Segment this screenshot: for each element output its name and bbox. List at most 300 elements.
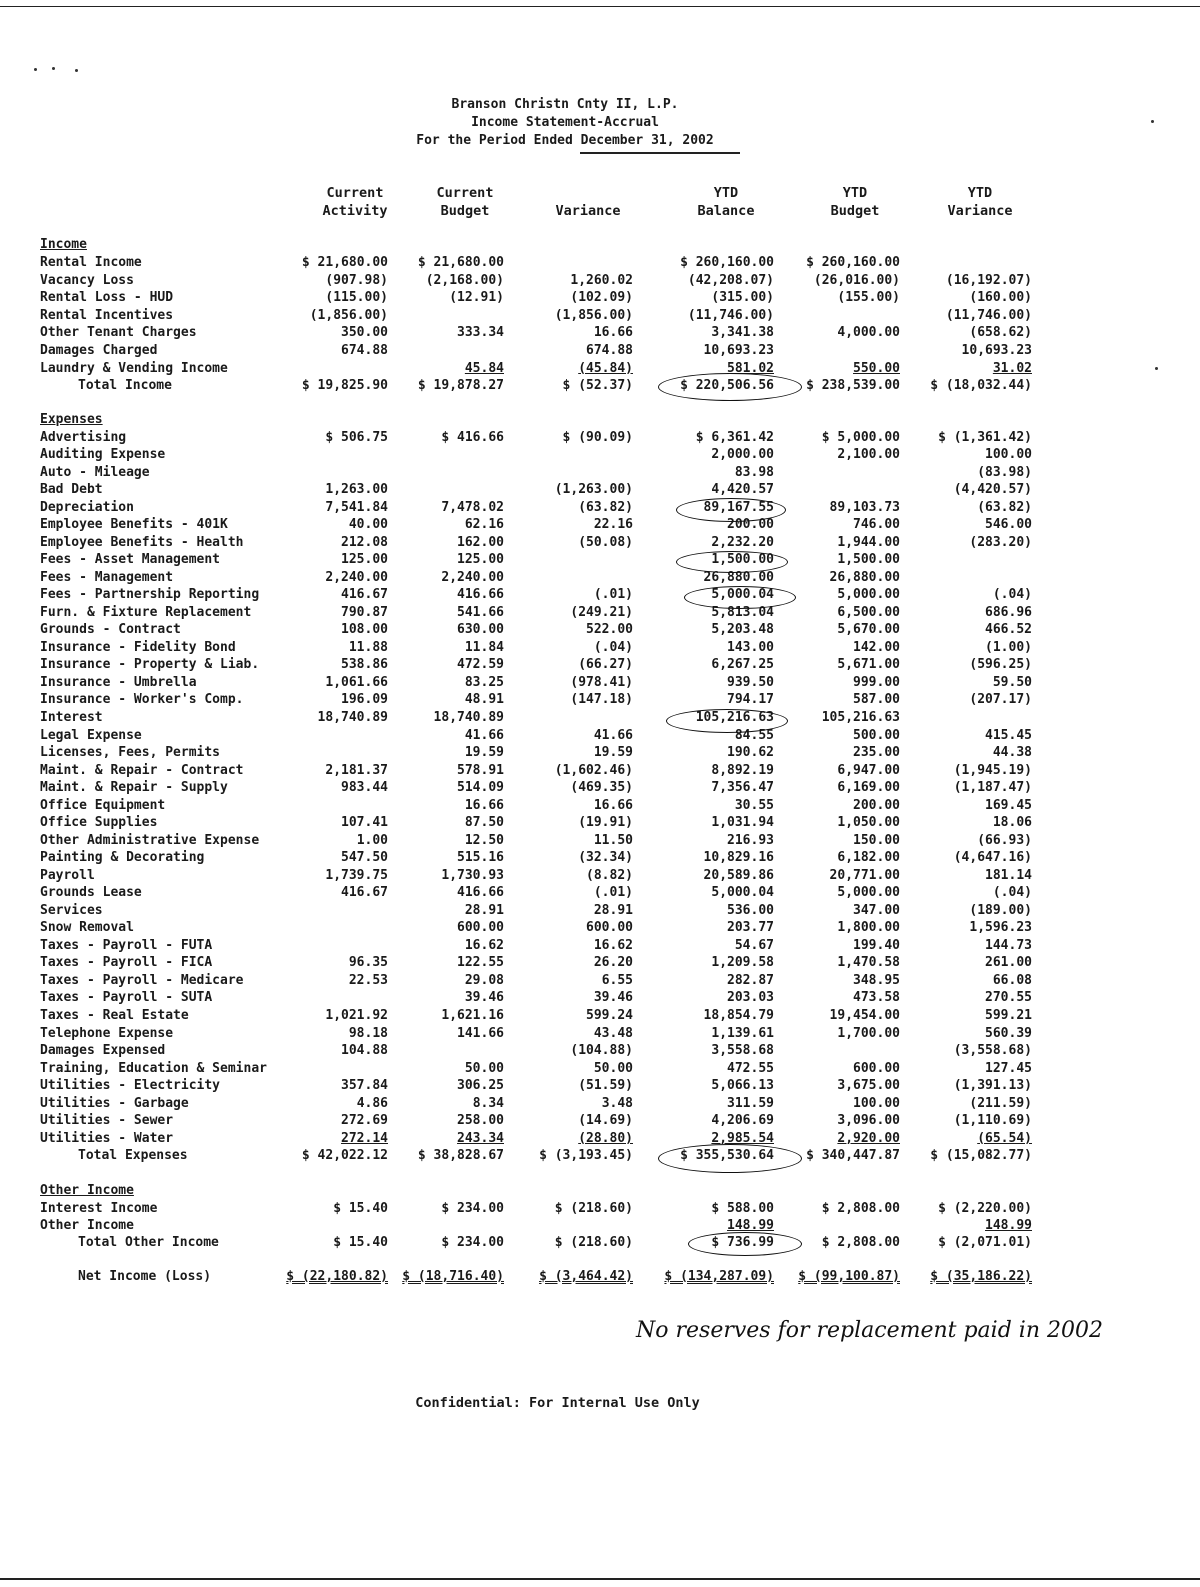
- cell-value: 98.18: [348, 1025, 388, 1041]
- statement-header: [0, 96, 1130, 150]
- cell-value: 11.88: [348, 639, 388, 655]
- cell-value: 272.69: [341, 1113, 388, 1129]
- cell-value: (66.27): [578, 657, 633, 673]
- column-header: [920, 184, 1040, 220]
- row-label: Fees - Asset Management: [40, 552, 221, 568]
- cell-value: 272.14: [341, 1130, 388, 1146]
- period-underline: [580, 152, 740, 154]
- cell-value: 1,596.23: [969, 920, 1032, 936]
- cell-value: 473.58: [853, 990, 900, 1006]
- cell-value: $ 19,825.90: [301, 378, 388, 394]
- row-label: Maint. & Repair - Supply: [40, 780, 228, 796]
- cell-value: $ 220,506.56: [680, 378, 774, 394]
- cell-value: 3.48: [601, 1095, 633, 1111]
- cell-value: 578.91: [457, 762, 504, 778]
- cell-value: 16.62: [464, 937, 504, 953]
- cell-value: 19.59: [464, 745, 504, 761]
- row-label: Damages Expensed: [40, 1043, 166, 1059]
- cell-value: 1,209.58: [711, 955, 774, 971]
- row-label: Rental Incentives: [40, 307, 174, 323]
- cell-value: 546.00: [985, 517, 1032, 533]
- cell-value: 39.46: [593, 990, 633, 1006]
- column-header-line1: Current: [436, 185, 494, 201]
- column-header-line1: YTD: [842, 185, 868, 201]
- cell-value: 127.45: [985, 1060, 1032, 1076]
- cell-value: 547.50: [341, 850, 388, 866]
- cell-value: $ 340,447.87: [806, 1148, 900, 1164]
- cell-value: 472.59: [457, 657, 504, 673]
- row-label: Bad Debt: [40, 482, 103, 498]
- table-row: [0, 884, 1200, 902]
- cell-value: (4,647.16): [953, 850, 1032, 866]
- cell-value: 26,880.00: [703, 569, 774, 585]
- cell-value: 96.35: [348, 955, 388, 971]
- row-label: Vacancy Loss: [40, 272, 134, 288]
- company-name: Branson Christn Cnty II, L.P.: [451, 97, 679, 112]
- cell-value: 45.84: [464, 360, 504, 376]
- table-row: [0, 360, 1200, 378]
- cell-value: 26.20: [593, 955, 633, 971]
- cell-value: $ (3,193.45): [539, 1148, 633, 1164]
- scan-speck: [75, 69, 78, 72]
- row-label: Office Supplies: [40, 815, 158, 831]
- cell-value: (26,016.00): [813, 272, 900, 288]
- cell-value: 18.06: [992, 815, 1032, 831]
- cell-value: $ (99,100.87): [798, 1269, 900, 1284]
- cell-value: 66.08: [992, 972, 1032, 988]
- cell-value: 333.34: [457, 325, 504, 341]
- row-label: Taxes - Payroll - FUTA: [40, 937, 213, 953]
- row-label: Auditing Expense: [40, 447, 166, 463]
- cell-value: (8.82): [586, 867, 633, 883]
- cell-value: 415.45: [985, 727, 1032, 743]
- table-row: [0, 604, 1200, 622]
- row-label: Rental Loss - HUD: [40, 290, 174, 306]
- cell-value: 466.52: [985, 622, 1032, 638]
- cell-value: $ 6,361.42: [695, 429, 774, 445]
- cell-value: (83.98): [977, 464, 1032, 480]
- table-row: [0, 586, 1200, 604]
- cell-value: (1,263.00): [554, 482, 633, 498]
- table-row: [0, 464, 1200, 482]
- row-label: Legal Expense: [40, 727, 142, 743]
- cell-value: (1,856.00): [309, 307, 388, 323]
- total-row: [0, 1268, 1200, 1286]
- cell-value: 1,470.58: [837, 955, 900, 971]
- cell-value: $ 736.99: [711, 1235, 774, 1250]
- table-row: [0, 797, 1200, 815]
- cell-value: 2,985.54: [711, 1130, 774, 1146]
- cell-value: 1,021.92: [325, 1007, 388, 1023]
- cell-value: 3,558.68: [711, 1043, 774, 1059]
- row-label: Maint. & Repair - Contract: [40, 762, 244, 778]
- cell-value: 5,000.00: [837, 587, 900, 603]
- cell-value: $ 15.40: [333, 1201, 388, 1216]
- cell-value: $ 42,022.12: [301, 1148, 388, 1164]
- row-label: Painting & Decorating: [40, 850, 205, 866]
- cell-value: 1,944.00: [837, 534, 900, 550]
- table-row: [0, 762, 1200, 780]
- row-label: Insurance - Umbrella: [40, 674, 197, 690]
- table-row: [0, 744, 1200, 762]
- cell-value: $ 21,680.00: [301, 255, 388, 270]
- cell-value: 40.00: [348, 517, 388, 533]
- table-row: [0, 481, 1200, 499]
- table-row: [0, 1217, 1200, 1235]
- row-label: Other Tenant Charges: [40, 325, 197, 341]
- cell-value: (12.91): [449, 290, 504, 306]
- row-label: Other Administrative Expense: [40, 832, 260, 848]
- row-label: Training, Education & Seminar: [40, 1060, 267, 1076]
- cell-value: 261.00: [985, 955, 1032, 971]
- cell-value: 1,730.93: [441, 867, 504, 883]
- income-section-label: Income: [40, 237, 87, 252]
- column-header-line2: Budget: [440, 203, 490, 219]
- table-row: [0, 779, 1200, 797]
- cell-value: $ 238,539.00: [806, 378, 900, 394]
- table-row: [0, 1112, 1200, 1130]
- table-row: [0, 1095, 1200, 1113]
- cell-value: 416.67: [341, 885, 388, 901]
- cell-value: 4,000.00: [837, 325, 900, 341]
- row-label: Office Equipment: [40, 797, 166, 813]
- column-header-line1: YTD: [967, 185, 993, 201]
- table-row: [0, 989, 1200, 1007]
- cell-value: 104.88: [341, 1043, 388, 1059]
- cell-value: (155.00): [837, 290, 900, 306]
- table-row: [0, 1025, 1200, 1043]
- cell-value: 6,500.00: [837, 604, 900, 620]
- cell-value: (104.88): [570, 1043, 633, 1059]
- cell-value: 790.87: [341, 604, 388, 620]
- row-label: Total Other Income: [78, 1235, 219, 1250]
- table-row: [0, 972, 1200, 990]
- row-label: Total Income: [78, 378, 172, 394]
- cell-value: 999.00: [853, 674, 900, 690]
- row-label: Telephone Expense: [40, 1025, 174, 1041]
- cell-value: (.04): [992, 587, 1032, 603]
- cell-value: 2,240.00: [325, 569, 388, 585]
- cell-value: $ (134,287.09): [664, 1269, 774, 1284]
- cell-value: 44.38: [992, 745, 1032, 761]
- cell-value: 235.00: [853, 745, 900, 761]
- cell-value: $ (218.60): [554, 1201, 633, 1216]
- cell-value: 5,000.00: [837, 885, 900, 901]
- cell-value: 10,829.16: [703, 850, 774, 866]
- other-income-section-label: Other Income: [40, 1183, 134, 1198]
- table-row: [0, 691, 1200, 709]
- table-row: [0, 814, 1200, 832]
- cell-value: 20,589.86: [703, 867, 774, 883]
- column-header-line2: Balance: [697, 203, 755, 219]
- cell-value: 686.96: [985, 604, 1032, 620]
- row-label: Insurance - Fidelity Bond: [40, 639, 236, 655]
- column-header: [666, 184, 786, 220]
- cell-value: 1,061.66: [325, 674, 388, 690]
- handwritten-note: No reserves for replacement paid in 2002: [636, 1318, 1103, 1343]
- cell-value: 5,670.00: [837, 622, 900, 638]
- cell-value: 89,103.73: [829, 499, 900, 515]
- cell-value: 243.34: [457, 1130, 504, 1146]
- cell-value: 89,167.55: [703, 499, 774, 515]
- cell-value: 270.55: [985, 990, 1032, 1006]
- cell-value: 5,066.13: [711, 1078, 774, 1094]
- table-row: [0, 446, 1200, 464]
- cell-value: 216.93: [727, 832, 774, 848]
- expenses-section-label: Expenses: [40, 412, 103, 427]
- cell-value: 6,267.25: [711, 657, 774, 673]
- cell-value: 83.25: [464, 674, 504, 690]
- cell-value: 599.21: [985, 1007, 1032, 1023]
- cell-value: 169.45: [985, 797, 1032, 813]
- cell-value: 203.77: [727, 920, 774, 936]
- cell-value: 50.00: [593, 1060, 633, 1076]
- cell-value: $ 234.00: [441, 1235, 504, 1250]
- row-label: Utilities - Electricity: [40, 1078, 221, 1094]
- cell-value: 500.00: [853, 727, 900, 743]
- cell-value: 1,050.00: [837, 815, 900, 831]
- row-label: Utilities - Sewer: [40, 1113, 174, 1129]
- cell-value: (907.98): [325, 272, 388, 288]
- cell-value: 2,181.37: [325, 762, 388, 778]
- cell-value: $ 21,680.00: [417, 255, 504, 270]
- cell-value: (65.54): [977, 1130, 1032, 1146]
- cell-value: 181.14: [985, 867, 1032, 883]
- cell-value: 100.00: [853, 1095, 900, 1111]
- cell-value: (1,945.19): [953, 762, 1032, 778]
- row-label: Services: [40, 902, 103, 918]
- cell-value: (51.59): [578, 1078, 633, 1094]
- cell-value: $ 15.40: [333, 1235, 388, 1250]
- cell-value: 7,478.02: [441, 499, 504, 515]
- cell-value: (1,602.46): [554, 762, 633, 778]
- cell-value: 515.16: [457, 850, 504, 866]
- cell-value: 416.66: [457, 587, 504, 603]
- cell-value: 39.46: [464, 990, 504, 1006]
- cell-value: 200.00: [853, 797, 900, 813]
- cell-value: $ 416.66: [441, 429, 504, 445]
- column-header-line2: Variance: [947, 203, 1013, 219]
- row-label: Licenses, Fees, Permits: [40, 745, 221, 761]
- cell-value: 350.00: [341, 325, 388, 341]
- cell-value: 19,454.00: [829, 1007, 900, 1023]
- cell-value: 150.00: [853, 832, 900, 848]
- cell-value: (32.34): [578, 850, 633, 866]
- cell-value: 59.50: [992, 674, 1032, 690]
- cell-value: (42,208.07): [687, 272, 774, 288]
- cell-value: (14.69): [578, 1113, 633, 1129]
- cell-value: 1,800.00: [837, 920, 900, 936]
- cell-value: 28.91: [464, 902, 504, 918]
- cell-value: (1.00): [985, 639, 1032, 655]
- row-label: Grounds Lease: [40, 885, 142, 901]
- cell-value: 20,771.00: [829, 867, 900, 883]
- cell-value: (45.84): [578, 360, 633, 376]
- cell-value: 105,216.63: [695, 709, 774, 725]
- table-row: [0, 499, 1200, 517]
- row-label: Damages Charged: [40, 343, 158, 358]
- cell-value: 1,263.00: [325, 482, 388, 498]
- row-label: Utilities - Water: [40, 1130, 174, 1146]
- cell-value: 538.86: [341, 657, 388, 673]
- cell-value: 28.91: [593, 902, 633, 918]
- table-row: [0, 674, 1200, 692]
- cell-value: 19.59: [593, 745, 633, 761]
- cell-value: $ (1,361.42): [938, 429, 1032, 445]
- cell-value: 143.00: [727, 639, 774, 655]
- cell-value: 939.50: [727, 674, 774, 690]
- bottom-rule: [0, 1578, 1200, 1580]
- cell-value: 16.66: [593, 325, 633, 341]
- row-label: Taxes - Real Estate: [40, 1007, 189, 1023]
- cell-value: $ (2,071.01): [938, 1235, 1032, 1250]
- cell-value: 5,000.04: [711, 885, 774, 901]
- cell-value: (.01): [593, 885, 633, 901]
- cell-value: 541.66: [457, 604, 504, 620]
- column-header: [795, 184, 915, 220]
- cell-value: 18,740.89: [433, 709, 504, 725]
- cell-value: 22.53: [348, 972, 388, 988]
- cell-value: 8.34: [472, 1095, 504, 1111]
- table-row: [0, 534, 1200, 552]
- cell-value: 1,500.00: [837, 552, 900, 568]
- cell-value: $ 38,828.67: [417, 1148, 504, 1164]
- cell-value: 1.00: [356, 832, 388, 848]
- row-label: Grounds - Contract: [40, 622, 181, 638]
- cell-value: 105,216.63: [821, 709, 900, 725]
- cell-value: 125.00: [341, 552, 388, 568]
- cell-value: 674.88: [586, 343, 633, 358]
- cell-value: 16.62: [593, 937, 633, 953]
- table-row: [0, 832, 1200, 850]
- top-rule: [0, 6, 1200, 7]
- total-row: [0, 1147, 1200, 1165]
- column-header-line1: YTD: [713, 185, 739, 201]
- cell-value: 5,000.04: [711, 587, 774, 603]
- cell-value: 148.99: [727, 1218, 774, 1233]
- cell-value: 282.87: [727, 972, 774, 988]
- row-label: Depreciation: [40, 499, 134, 515]
- cell-value: 306.25: [457, 1078, 504, 1094]
- table-row: [0, 429, 1200, 447]
- cell-value: 108.00: [341, 622, 388, 638]
- cell-value: 16.66: [464, 797, 504, 813]
- column-header-line2: Budget: [830, 203, 880, 219]
- cell-value: $ 506.75: [325, 429, 388, 445]
- row-label: Insurance - Worker's Comp.: [40, 692, 244, 708]
- cell-value: (.04): [992, 885, 1032, 901]
- cell-value: 348.95: [853, 972, 900, 988]
- cell-value: 18,740.89: [317, 709, 388, 725]
- cell-value: $ (90.09): [562, 429, 633, 445]
- cell-value: $ 2,808.00: [821, 1235, 900, 1250]
- cell-value: 1,739.75: [325, 867, 388, 883]
- column-header: [528, 184, 648, 220]
- cell-value: 84.55: [734, 727, 774, 743]
- cell-value: 1,621.16: [441, 1007, 504, 1023]
- row-label: Fees - Partnership Reporting: [40, 587, 260, 603]
- cell-value: 107.41: [341, 815, 388, 831]
- cell-value: (11,746.00): [945, 307, 1032, 323]
- cell-value: 148.99: [985, 1218, 1032, 1233]
- cell-value: $ 260,160.00: [806, 255, 900, 270]
- cell-value: 3,675.00: [837, 1078, 900, 1094]
- cell-value: 41.66: [593, 727, 633, 743]
- cell-value: 4,420.57: [711, 482, 774, 498]
- cell-value: 62.16: [464, 517, 504, 533]
- cell-value: 4.86: [356, 1095, 388, 1111]
- cell-value: $ 19,878.27: [417, 378, 504, 394]
- cell-value: 311.59: [727, 1095, 774, 1111]
- cell-value: (160.00): [969, 290, 1032, 306]
- cell-value: $ (2,220.00): [938, 1201, 1032, 1216]
- cell-value: $ (18,716.40): [402, 1269, 504, 1284]
- cell-value: 1,031.94: [711, 815, 774, 831]
- confidential-footer: Confidential: For Internal Use Only: [415, 1395, 700, 1411]
- cell-value: 87.50: [464, 815, 504, 831]
- cell-value: (115.00): [325, 290, 388, 306]
- cell-value: (211.59): [969, 1095, 1032, 1111]
- table-row: [0, 307, 1200, 325]
- cell-value: 1,500.00: [711, 552, 774, 568]
- table-row: [0, 1060, 1200, 1078]
- cell-value: 5,671.00: [837, 657, 900, 673]
- cell-value: 100.00: [985, 447, 1032, 463]
- cell-value: 600.00: [853, 1060, 900, 1076]
- cell-value: (2,168.00): [425, 272, 504, 288]
- total-row: [0, 1234, 1200, 1252]
- cell-value: (469.35): [570, 780, 633, 796]
- table-row: [0, 254, 1200, 272]
- row-label: Employee Benefits - 401K: [40, 517, 228, 533]
- cell-value: 41.66: [464, 727, 504, 743]
- row-label: Net Income (Loss): [78, 1269, 212, 1284]
- cell-value: 522.00: [586, 622, 633, 638]
- cell-value: (315.00): [711, 290, 774, 306]
- cell-value: 29.08: [464, 972, 504, 988]
- cell-value: 10,693.23: [961, 343, 1032, 358]
- cell-value: (.04): [593, 639, 633, 655]
- cell-value: 258.00: [457, 1113, 504, 1129]
- cell-value: 50.00: [464, 1060, 504, 1076]
- row-label: Employee Benefits - Health: [40, 534, 244, 550]
- cell-value: (1,856.00): [554, 307, 633, 323]
- cell-value: 203.03: [727, 990, 774, 1006]
- cell-value: (66.93): [977, 832, 1032, 848]
- cell-value: 600.00: [586, 920, 633, 936]
- cell-value: 3,096.00: [837, 1113, 900, 1129]
- cell-value: 5,203.48: [711, 622, 774, 638]
- cell-value: 550.00: [853, 360, 900, 376]
- scan-speck: [1151, 120, 1154, 123]
- cell-value: 600.00: [457, 920, 504, 936]
- cell-value: 2,000.00: [711, 447, 774, 463]
- row-label: Utilities - Garbage: [40, 1095, 189, 1111]
- cell-value: 2,232.20: [711, 534, 774, 550]
- table-row: [0, 902, 1200, 920]
- cell-value: 190.62: [727, 745, 774, 761]
- cell-value: 142.00: [853, 639, 900, 655]
- cell-value: 2,100.00: [837, 447, 900, 463]
- cell-value: 212.08: [341, 534, 388, 550]
- cell-value: 43.48: [593, 1025, 633, 1041]
- scan-speck: [34, 68, 37, 71]
- cell-value: 22.16: [593, 517, 633, 533]
- table-row: [0, 1042, 1200, 1060]
- cell-value: $ 2,808.00: [821, 1201, 900, 1216]
- table-row: [0, 272, 1200, 290]
- cell-value: 746.00: [853, 517, 900, 533]
